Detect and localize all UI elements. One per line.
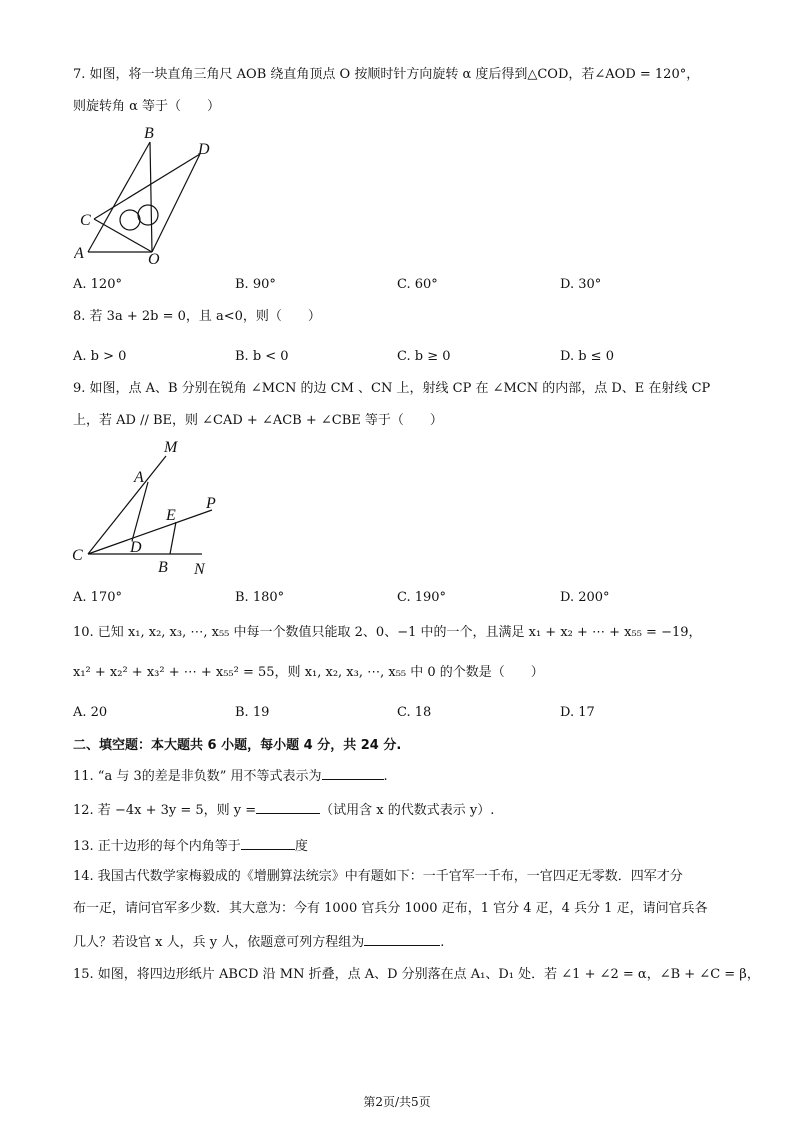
q8-option-b: B. b < 0 xyxy=(235,349,289,364)
q7-segment-bo xyxy=(150,142,152,252)
q9-figure xyxy=(70,436,240,578)
q7-label-d: D xyxy=(198,141,210,158)
q11-end: . xyxy=(383,769,388,784)
q9-option-a: A. 170° xyxy=(73,590,122,605)
q12-stem xyxy=(73,800,494,820)
q14-stem-line3 xyxy=(73,932,444,952)
q7-label-a: A xyxy=(74,245,84,262)
q7-option-b: B. 90° xyxy=(235,277,276,292)
q7-option-a: A. 120° xyxy=(73,277,122,292)
q9-stem-line1: 9. 如图，点 A、B 分别在锐角 ∠MCN 的边 CM 、CN 上，射线 CP 在 ∠MCN 的内部，点 D、E 在射线 CP xyxy=(73,381,711,396)
q8-option-d: D. b ≤ 0 xyxy=(560,349,614,364)
q15-stem-line1: 15. 如图，将四边形纸片 ABCD 沿 MN 折叠，点 A、D 分别落在点 A₁、D₁ 处．若 ∠1 + ∠2 = α，∠B + ∠C = β， xyxy=(73,967,760,982)
q7-option-c: C. 60° xyxy=(397,277,438,292)
q11-answer-blank[interactable] xyxy=(322,766,384,780)
q9-label-n: N xyxy=(194,561,205,578)
q14-end: . xyxy=(440,935,445,950)
q12-answer-blank[interactable] xyxy=(256,800,320,814)
q7-label-o: O xyxy=(148,251,160,266)
q7-segment-ba xyxy=(88,142,150,252)
q7-circle-hole-1 xyxy=(120,210,140,230)
section-heading-fill-in: 二、填空题：本大题共 6 小题，每小题 4 分，共 24 分. xyxy=(73,738,402,753)
q9-label-a: A xyxy=(134,469,144,486)
q11-stem xyxy=(73,766,388,786)
q13-answer-blank[interactable] xyxy=(241,836,295,850)
q14-stem-line1: 14. 我国古代数学家梅毅成的《增删算法统宗》中有题如下：一千官军一千布，一官四疋无零数．四军才分 xyxy=(73,869,683,884)
q9-label-e: E xyxy=(166,507,176,524)
q8-option-c: C. b ≥ 0 xyxy=(397,349,451,364)
q12-end: （试用含 x 的代数式表示 y）. xyxy=(320,803,495,818)
q9-label-d: D xyxy=(130,539,142,556)
q7-stem-line2: 则旋转角 α 等于（ ） xyxy=(73,99,221,114)
q7-circle-hole-2 xyxy=(138,205,158,225)
q9-label-m: M xyxy=(164,439,178,456)
q10-option-c: C. 18 xyxy=(397,705,432,720)
q14-text: 几人？若设官 x 人，兵 y 人，依题意可列方程组为 xyxy=(73,935,365,950)
q7-stem-line1: 7. 如图，将一块直角三角尺 AOB 绕直角顶点 O 按顺时针方向旋转 α 度后得到△COD，若∠AOD = 120°， xyxy=(73,67,700,82)
q11-text: 11. “a 与 3的差是非负数” 用不等式表示为 xyxy=(73,769,322,784)
q13-end: 度 xyxy=(294,839,308,854)
q9-label-p: P xyxy=(206,495,216,512)
q9-segment-be xyxy=(170,522,176,554)
q9-ray-cp xyxy=(88,510,212,554)
q8-option-a: A. b > 0 xyxy=(73,349,127,364)
q8-stem: 8. 若 3a + 2b = 0，且 a<0，则（ ） xyxy=(73,309,321,324)
q10-option-a: A. 20 xyxy=(73,705,108,720)
q9-option-d: D. 200° xyxy=(560,590,610,605)
q10-option-b: B. 19 xyxy=(235,705,270,720)
q7-label-c: C xyxy=(80,212,91,229)
q7-label-b: B xyxy=(144,125,154,142)
q10-option-d: D. 17 xyxy=(560,705,595,720)
q14-answer-blank[interactable] xyxy=(364,932,440,946)
q12-text: 12. 若 −4x + 3y = 5，则 y = xyxy=(73,803,257,818)
q7-option-d: D. 30° xyxy=(560,277,602,292)
q10-stem-line1: 10. 已知 x₁, x₂, x₃, ⋯, x₅₅ 中每一个数值只能取 2、0、−1 中的一个，且满足 x₁ + x₂ + ⋯ + x₅₅ = −19， xyxy=(73,625,702,640)
q13-text: 13. 正十边形的每个内角等于 xyxy=(73,839,241,854)
q9-ray-cm xyxy=(88,456,166,554)
q10-stem-line2: x₁² + x₂² + x₃² + ⋯ + x₅₅² = 55，则 x₁, x₂, x₃, ⋯, x₅₅ 中 0 的个数是（ ） xyxy=(73,665,544,680)
q9-label-b: B xyxy=(158,559,168,576)
q9-segment-ad xyxy=(132,482,148,541)
q9-option-b: B. 180° xyxy=(235,590,285,605)
q9-label-c: C xyxy=(72,547,83,564)
q9-stem-line2: 上，若 AD // BE，则 ∠CAD + ∠ACB + ∠CBE 等于（ ） xyxy=(73,413,443,428)
q7-figure xyxy=(74,124,224,266)
page-footer: 第2页/共5页 xyxy=(363,1095,431,1109)
q13-stem xyxy=(73,836,308,856)
q14-stem-line2: 布一疋，请问官军多少数．其大意为：今有 1000 官兵分 1000 疋布，1 官分 4 疋，4 兵分 1 疋，请问官兵各 xyxy=(73,901,708,916)
q9-option-c: C. 190° xyxy=(397,590,447,605)
